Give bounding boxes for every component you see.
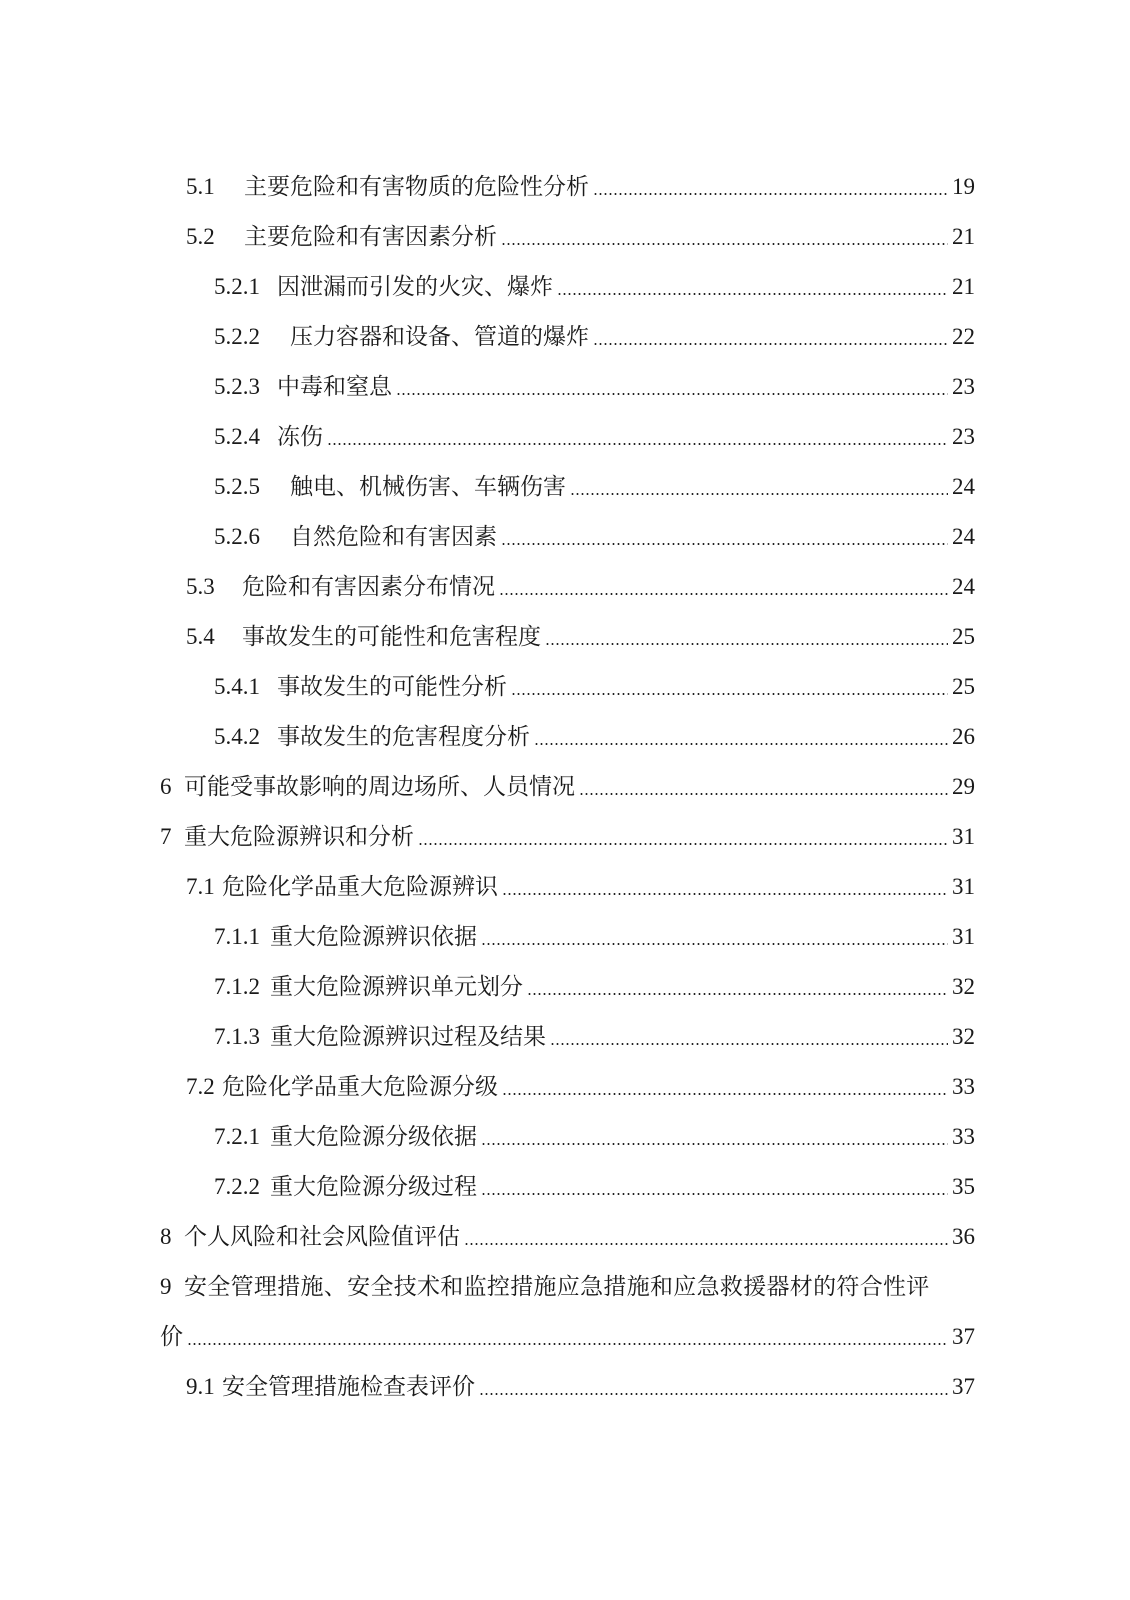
toc-page-number: 33 — [952, 1124, 975, 1149]
toc-number: 5.2.5 — [214, 474, 260, 499]
toc-title: 事故发生的危害程度分析 — [277, 724, 530, 749]
toc-number: 5.2.2 — [214, 324, 260, 349]
toc-leader-dots — [418, 843, 948, 845]
toc-leader-dots — [593, 193, 948, 195]
toc-row — [0, 462, 1130, 512]
toc-entry-7-2-1[interactable] — [214, 1112, 975, 1162]
toc-leader-dots — [570, 493, 948, 495]
toc-page-number: 31 — [952, 924, 975, 949]
toc-row — [0, 1112, 1130, 1162]
toc-number: 5.4.1 — [214, 674, 260, 699]
toc-leader-dots — [501, 543, 948, 545]
toc-page-number: 31 — [952, 874, 975, 899]
toc-leader-dots — [481, 1143, 948, 1145]
toc-page-number: 22 — [952, 324, 975, 349]
toc-entry-5-2-5[interactable] — [214, 462, 975, 512]
toc-leader-dots — [396, 393, 948, 395]
toc-leader-dots — [327, 443, 948, 445]
toc-number: 5.4 — [186, 624, 215, 649]
toc-page-number: 25 — [952, 624, 975, 649]
toc-title: 个人风险和社会风险值评估 — [184, 1224, 460, 1249]
toc-row — [0, 262, 1130, 312]
toc-page-number: 32 — [952, 1024, 975, 1049]
toc-row — [0, 162, 1130, 212]
toc-row — [0, 862, 1130, 912]
toc-page-number: 35 — [952, 1174, 975, 1199]
toc-page-number: 21 — [952, 274, 975, 299]
toc-title: 事故发生的可能性分析 — [277, 674, 507, 699]
toc-title: 因泄漏而引发的火灾、爆炸 — [277, 274, 553, 299]
toc-row — [0, 412, 1130, 462]
toc-page-number: 24 — [952, 474, 975, 499]
toc-title: 安全管理措施、安全技术和监控措施应急措施和应急救援器材的符合性评 — [184, 1274, 930, 1299]
toc-leader-dots — [464, 1243, 948, 1245]
toc-title: 主要危险和有害因素分析 — [244, 224, 497, 249]
toc-entry-8[interactable] — [160, 1212, 975, 1262]
toc-number: 7 — [160, 824, 172, 849]
toc-leader-dots — [527, 993, 948, 995]
toc-entry-5-4-1[interactable] — [214, 662, 975, 712]
toc-entry-6[interactable] — [160, 762, 975, 812]
toc-number: 8 — [160, 1224, 172, 1249]
toc-entry-5-1[interactable] — [186, 162, 975, 212]
toc-entry-9-line1[interactable] — [160, 1262, 972, 1312]
toc-title: 危险和有害因素分布情况 — [242, 574, 495, 599]
toc-row — [0, 1162, 1130, 1212]
toc-page-number: 36 — [952, 1224, 975, 1249]
toc-entry-5-2-1[interactable] — [214, 262, 975, 312]
toc-title: 冻伤 — [277, 424, 323, 449]
toc-row — [0, 1362, 1130, 1412]
toc-leader-dots — [501, 243, 948, 245]
toc-number: 6 — [160, 774, 172, 799]
toc-title: 重大危险源辨识依据 — [270, 924, 477, 949]
toc-number: 9 — [160, 1274, 172, 1299]
toc-page-number: 24 — [952, 524, 975, 549]
toc-title: 重大危险源辨识和分析 — [184, 824, 414, 849]
toc-number: 9.1 — [186, 1374, 215, 1399]
toc-page-number: 31 — [952, 824, 975, 849]
toc-page-number: 19 — [952, 174, 975, 199]
toc-row — [0, 1062, 1130, 1112]
toc-leader-dots — [502, 893, 948, 895]
toc-row — [0, 362, 1130, 412]
toc-title: 可能受事故影响的周边场所、人员情况 — [184, 774, 575, 799]
toc-row — [0, 912, 1130, 962]
toc-row — [0, 1012, 1130, 1062]
toc-title: 重大危险源辨识过程及结果 — [270, 1024, 546, 1049]
toc-title: 重大危险源辨识单元划分 — [270, 974, 523, 999]
toc-title: 危险化学品重大危险源辨识 — [222, 874, 498, 899]
toc-page-number: 25 — [952, 674, 975, 699]
toc-title: 安全管理措施检查表评价 — [222, 1374, 475, 1399]
toc-number: 5.3 — [186, 574, 215, 599]
toc-number: 5.1 — [186, 174, 215, 199]
toc-title: 主要危险和有害物质的危险性分析 — [244, 174, 589, 199]
toc-page-number: 23 — [952, 374, 975, 399]
toc-entry-5-2[interactable] — [186, 212, 975, 262]
toc-row — [0, 762, 1130, 812]
toc-leader-dots — [187, 1343, 948, 1345]
toc-row — [0, 512, 1130, 562]
toc-leader-dots — [479, 1393, 948, 1395]
toc-title: 压力容器和设备、管道的爆炸 — [290, 324, 589, 349]
toc-page-number: 23 — [952, 424, 975, 449]
toc-row — [0, 612, 1130, 662]
toc-row — [0, 1312, 1130, 1362]
toc-number: 7.1.2 — [214, 974, 260, 999]
toc-entry-5-3[interactable] — [186, 562, 975, 612]
toc-number: 7.1 — [186, 874, 215, 899]
toc-title: 重大危险源分级依据 — [270, 1124, 477, 1149]
toc-entry-7-1-3[interactable] — [214, 1012, 975, 1062]
toc-row — [0, 712, 1130, 762]
toc-row — [0, 662, 1130, 712]
toc-number: 7.2.1 — [214, 1124, 260, 1149]
toc-title: 自然危险和有害因素 — [290, 524, 497, 549]
toc-title: 中毒和窒息 — [277, 374, 392, 399]
toc-title: 重大危险源分级过程 — [270, 1174, 477, 1199]
toc-number: 5.2.4 — [214, 424, 260, 449]
toc-entry-7-2-2[interactable] — [214, 1162, 975, 1212]
toc-number: 7.2.2 — [214, 1174, 260, 1199]
toc-number: 5.4.2 — [214, 724, 260, 749]
toc-number: 7.2 — [186, 1074, 215, 1099]
toc-entry-9-1[interactable] — [186, 1362, 975, 1412]
toc-number: 5.2.1 — [214, 274, 260, 299]
toc-entry-9-line2[interactable] — [160, 1312, 975, 1362]
toc-leader-dots — [499, 593, 948, 595]
toc-number: 5.2.3 — [214, 374, 260, 399]
toc-row — [0, 312, 1130, 362]
toc-leader-dots — [481, 1193, 948, 1195]
toc-entry-5-2-3[interactable] — [214, 362, 975, 412]
toc-entry-7-1-2[interactable] — [214, 962, 975, 1012]
toc-row — [0, 1262, 1130, 1312]
toc-leader-dots — [550, 1043, 948, 1045]
toc-page-number: 29 — [952, 774, 975, 799]
toc-page-number: 32 — [952, 974, 975, 999]
toc-leader-dots — [593, 343, 948, 345]
toc-entry-5-2-6[interactable] — [214, 512, 975, 562]
toc-leader-dots — [511, 693, 948, 695]
toc-entry-7-2[interactable] — [186, 1062, 975, 1112]
toc-entry-5-2-2[interactable] — [214, 312, 975, 362]
toc-entry-5-4-2[interactable] — [214, 712, 975, 762]
toc-title: 触电、机械伤害、车辆伤害 — [290, 474, 566, 499]
toc-page-number: 33 — [952, 1074, 975, 1099]
toc-entry-5-4[interactable] — [186, 612, 975, 662]
toc-title: 价 — [160, 1324, 183, 1349]
toc-title: 危险化学品重大危险源分级 — [222, 1074, 498, 1099]
toc-number: 5.2 — [186, 224, 215, 249]
toc-entry-7[interactable] — [160, 812, 975, 862]
toc-entry-5-2-4[interactable] — [214, 412, 975, 462]
toc-number: 5.2.6 — [214, 524, 260, 549]
toc-title: 事故发生的可能性和危害程度 — [242, 624, 541, 649]
toc-entry-7-1-1[interactable] — [214, 912, 975, 962]
toc-row — [0, 1212, 1130, 1262]
toc-leader-dots — [481, 943, 948, 945]
toc-row — [0, 962, 1130, 1012]
toc-page-number: 37 — [952, 1374, 975, 1399]
toc-leader-dots — [534, 743, 948, 745]
toc-row — [0, 212, 1130, 262]
toc-entry-7-1[interactable] — [186, 862, 975, 912]
toc-leader-dots — [502, 1093, 948, 1095]
toc-row — [0, 562, 1130, 612]
toc-page-number: 26 — [952, 724, 975, 749]
toc-page-number: 21 — [952, 224, 975, 249]
toc-page-number: 37 — [952, 1324, 975, 1349]
toc-leader-dots — [557, 293, 948, 295]
toc-number: 7.1.1 — [214, 924, 260, 949]
toc-leader-dots — [579, 793, 948, 795]
table-of-contents — [0, 162, 1130, 1412]
toc-leader-dots — [545, 643, 948, 645]
toc-page-number: 24 — [952, 574, 975, 599]
toc-row — [0, 812, 1130, 862]
toc-number: 7.1.3 — [214, 1024, 260, 1049]
